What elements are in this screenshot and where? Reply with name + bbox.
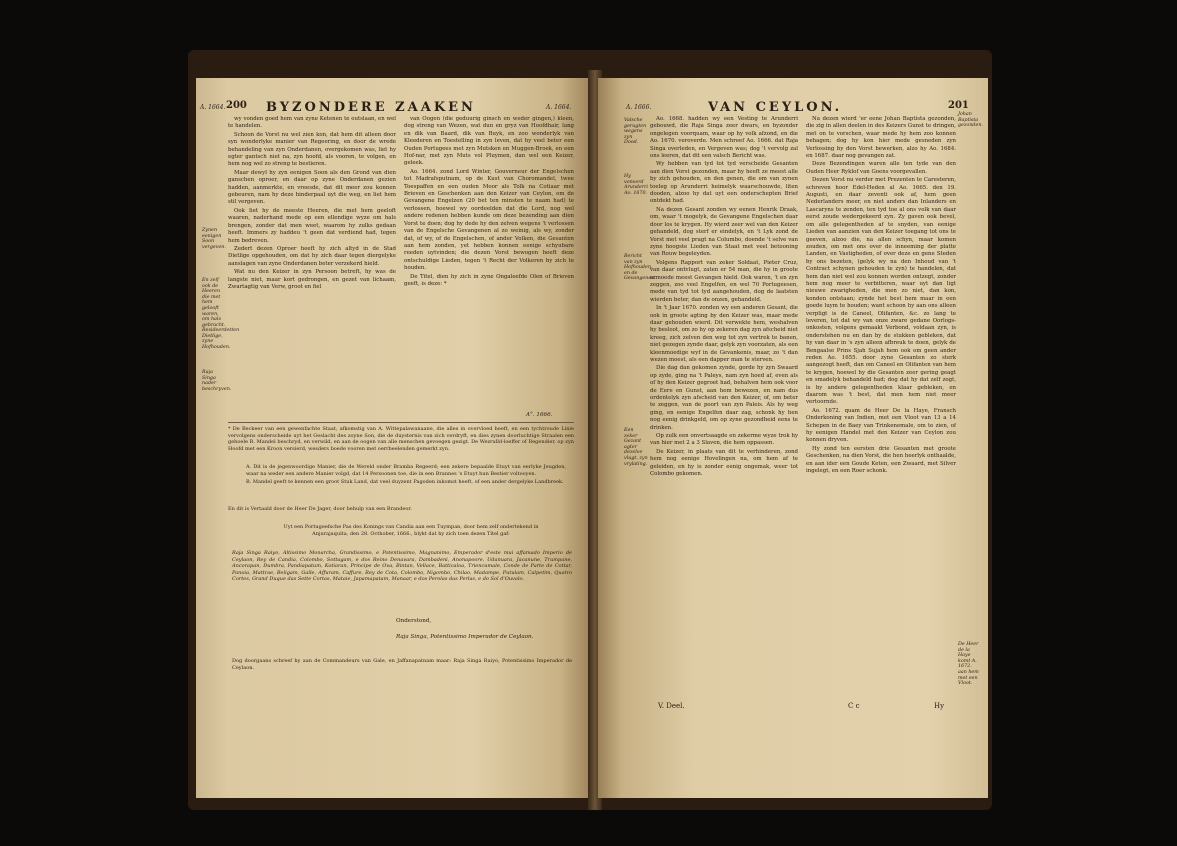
margin-note: Resideerdetten Dietlige, zyne Hofhouden.: [202, 328, 240, 350]
paragraph: Wy hebben van tyd tot tyd verscheide Gesanten aan dien Vorst gezonden, maar hy heeft ze meest alle by zich gehouden, en den genen, die om van zynen toeleg op Arunderri heimelyk waarschouwde, liten dooden, alzoo hy dat uyt een onderschepten Brief ontdekt had.: [650, 161, 798, 205]
left-signature-year: A°. 1666.: [526, 412, 553, 418]
letter-intro: Uyt een Portugeefsche Pas des Konings van Candia aan een Tuympan, door hem zelf ondertekend in Anjurajaquita, den 28. Octhober, 1666., blykt dat hy zich toen dezen Titel gaf:: [283, 524, 539, 537]
margin-note: Johan Baptista gezonden.: [958, 112, 983, 129]
left-page: [196, 78, 592, 798]
right-column-1: [650, 116, 798, 698]
margin-note: Bericht van zyn Hofhouden, en de Gevangenen.: [624, 254, 656, 282]
paragraph: Dezen Vorst nu verder met Prezenten te Caresteren, schreven hoor Edel-Heden al Ao. 1665. den 19. Augusti, en daar zeventi ook af, hem geen Nederlanders meer, en niet anders dan Inlanders en Lascaryns te zenden, ten tyd toe al ons volk van daar eerst zoude wedergekeerd zyn. Zy gaven ook bevel, om alle gelegentheden af te snyden, van eenige Lieden van aanzien van den Keizer toegang tot ons te geeven, alzoo die, na allen schyn, maar komen zouden, om met ons over de inneeming der platte Landen, en Vastigheden, of over deze en gene Steden by ons bezeten, (gelyk wy na den Inhoud van 't Contract schynen gehouden te zyn) te handelen, dat hem dan niet wel zou konnen worden ontzegt, zonder hem nog meer te verbitteren, waar uyt dan ligt nieuwe zwarigheden, die men zo niet, dan kon, konden ontstaan; zynde het best hem maar in een goede luym te houden; want schoon hy aan ons alleen verpligt is de Caneel, Olifanten, &c. zo lang te leveren, tot dat wy van onze zware gedane Oorlogs-onkosten, volgens gemaakt Verbond, voldaan zyn, is onderstehen nu en dan by de stukken gebleken, dat hy van daar in 's zyn alleen afbreuk te doen, gelyk de Bengaalse Prins Sjah Sujah hem ook om geen ander reden Ao. 1655. door zyne Gesanten zo sterk aangezogt heeft, dan om Caneel en Olifanten van hem te krygen, hoewel hy die Gesanten zeer gering geagt en smadelyk behandeld had; dog dat hy dat zelf zogt, is by andere gelegentheden klaar gebleken, en daarom was 't best, dat men hem niet meer vertoornde.: [806, 177, 956, 406]
margin-note: Zynen eenigen Soon vergeven.: [202, 228, 226, 250]
latin-title: Raja Singa Raiyo, Altissimo Monarcha, Grandissimo, e Potentissimo, Magnanimo, Emperador d'este mui affamado Imperio de Ceylaon, Rey de Candia, Colombo, Sottagam, e dos Reino Denavara, Dambadeni, Anonapoore, Udanuara, Jacanune, Trumpane, Ancorapan, Dumbra, Pandiapatum, Kotiaran, Principe de Ova, Bintan, Vellace, Batticaloa, Triencumale, Conde de Parte de Cottar, Panoia, Mattrae, Beligam, Galle, Affuram, Caffure, Rey de Cota, Colombo, Nigombo, Chilao, Madampe, Putulam, Calpetim, Quatro Cortes, Grand Duque das Sette Cortas, Mataie, Japamapatam, Manaar, e dos Perolas das Perlas, e do Sol d'Ouvalo.: [232, 550, 572, 583]
paragraph: Ao. 1664. zond Lord Winter, Gouverneur der Engelschen tot Madrafsputnam, op de Kust van Choromandel, twee Toespaffen en een ouden Moor als Tolk na Cotiaar met Brieven en Geschenken aan den Keizer van Ceylon, om de Gevangene Engelzen (20 bet ten minsten te naam had) te verlossen, hoewel wy oordeelden dat die Lord, nog wel andere redenen hebben kunde om deze bezending aan dien Vorst te doen; dog hy dede hy den zelven wegens 't verlossen van de Engelsche Gevangenen al zo weinig, als wy, zonder dat, of wy, of de Engelschen, of ander Volken, die Gesanten aan hem zonden, yet hebben konnen eenige schyubare reeden uytvinden; die dezen Vorst bewogen heeft deze ontschuldige Lieden, tegen 't Recht der Volkeren by zich te houden.: [404, 168, 574, 272]
left-margin-year-right: A. 1664.: [546, 104, 572, 111]
notes-ab: [246, 464, 566, 488]
paragraph: Na dezen Gesant zonden wy eenen Henrik Draak, om, waar 't mogelyk, de Gevangene Engelschen daar door los te krygen. Hy wierd zeer wel van den Keizer gehandeld, dog sterf er eindelyk, en 't Lyk zond de Vorst met veel pragt na Columbo, doende 't selve van zyne hoogste Lieden van Staat met veel betooning van Rouw begeleyden.: [650, 206, 798, 258]
transition-text: En dit is Vertaald door de Heer De Jager, door behulp van een Brandeor.: [228, 506, 412, 512]
paragraph: Ao. 1668. hadden wy een Vesting te Arunderri gebouwd, die Raja Singa zeer dwars, en byzonder ongelegen voorquam, waar op hy volk afzond, en die Ao. 1670. veroverde. Men schreef Ao. 1666. dat Raja Singa overleden, en Vergeven was; dog 't vervolg zal ons leeren, dat dit een valsch Bericht was.: [650, 116, 798, 160]
paragraph: De Titel, dien hy zich in zyne Ongaleefde Olen of Brieven geeft, is deze: *: [404, 273, 574, 287]
paragraph: De Keizer, in plaats van dit te verhinderen, zond hem nog eenige Hovelingen na, om hem af te geleiden, en hy is zonder eenig ongemak, weer tot Colombo gekomen.: [650, 448, 798, 478]
left-margin-year: A. 1664.: [200, 104, 226, 111]
paragraph: Zedert dezen Oproer heeft hy zich altyd in de Stad Dietlige opgehouden, om dat hy zich daar tegen diergelyke aanslagen van zyne Onderdanen beter verzekerd hield.: [228, 245, 396, 267]
note-b: B. Mandel geeft te kennen een groot Stuk Land, dat veel duyzent Pagoden inkomst heeft, of een ander dergelyke Landbreek.: [246, 479, 564, 486]
paragraph: Wat nu den Keizer in zyn Persoon betreft, hy was de langste niet, maar kort gedrongen, en gezet van lichaam, Zwartagtig van Verw, groot en fiel: [228, 269, 396, 290]
final-note: Dog doorgaans schreef hy aan de Commandeurs van Gale, en Jaffanapatnam maar: Raja Singa Raiyo, Potentissimo Imperador de Ceylaon.: [232, 658, 572, 671]
paragraph: Schoon de Vorst nu wel zien kon, dat hem dit alleen door syn wonderlyke manier van Regeering, en door de wrede behandeling van zyn Onderdanen, overgekomen was, liet hy egter gantsch niet na, zyn hoofd, als vooren, te volgen, en hem nog wel zo streng te bestieren.: [228, 131, 396, 168]
signature-deel: V. Deel.: [658, 702, 685, 710]
closing-name: Raja Singa, Potentissimo Imperador de Ceylaon.: [396, 634, 534, 640]
right-page: [598, 78, 988, 798]
left-page-number: 200: [226, 100, 247, 111]
right-margin-year: A. 1666.: [626, 104, 652, 111]
margin-note: Raja Singa nader beschryven.: [202, 370, 232, 392]
right-body-columns: [650, 116, 956, 698]
right-column-2: [806, 116, 956, 698]
right-running-head: VAN CEYLON.: [708, 100, 843, 115]
catchword: Hy: [934, 702, 945, 710]
note-a: A. Dit is de jegenwoordige Manier, die de Wereld onder Bramba Regeerd; een zekere bepaalde Etuyt van eerlyke Jeugden, waar na weder een andere Manier volgd, dat 14 Persoonen toe, die in een Brannes 's Etuyt hun Bestier voltooyen.: [246, 464, 566, 477]
margin-note: Hy vonverd Arunderri Ao. 1670.: [624, 174, 648, 196]
paragraph: van Oogen (die geduurig ginsch en weder gingen,) kleen, dog streng van Wezen, wat dun en gryz van Hoofdhair, lang en dik van Baard, dik van Buyk, en zoo wonderlyk van Kleederen en Toestelling in zyn leven, dat hy veel beter een Ouden Portugees met zyn Mutsken en Muggen-Broek, en een Hof-nar, met zyn Muts vol Pluymen, dan wel een Keizer, geleek.: [404, 116, 574, 167]
right-page-number: 201: [948, 100, 969, 111]
signature-mark: C c: [848, 702, 860, 710]
left-column-1: [228, 116, 396, 408]
paragraph: Na dezen wierd 'er eene Johan Baptista gezonden, die zig in allen deelen in des Keizers Gunst te dringen, met on te vorschen, waar mede hy hem zoo konnen behagen; dog hy kon hier mede gesneden zyn Verlossing by den Vorst bewerken, alzo hy Ao. 1684. en 1687. daar nog gevangen zat.: [806, 116, 956, 160]
paragraph: Ao. 1672. quam de Heer De la Haye, Fransch Onderkoning van Indien, met een Vloot van 13 a 14 Schepen in de Baey van Trinkenemale, om te zien, of hy eenigen Handel met den Keizer van Ceylon zou konnen dryven.: [806, 407, 956, 444]
paragraph: Volgens Rapport van zeker Soldaat, Pieter Cruz, van daar ontvlugt, zaten er 54 man, die hy in groote armoede meest Gevangen hield. Ook waren, 't en zyn zeggen, zoo veel Engelfen, en wel 70 Portugeesen, mede van tyd tot tyd aangehouden, dog de laatsten wierden beter, dan de onzen, gehandeld.: [650, 259, 798, 303]
paragraph: Die dag dan gekomen zynde, gorde hy zyn Swaard op zyde, ging na 't Paleys, nam zyn hoed af, even als of hy den Keizer gegroet had, behalven hem ook voor de Eere en Gunst, aan hem bewezen, en nam dus ordentelyk zyn afscheid van den Keizer, of, om beter te zeggen, van de poort van zyn Paleis. Als hy weg ging, en eenige Engelfen daar zag, schonk hy hen nog eenig drinkgeld, om op zyne gezondheid eens te drinken.: [650, 365, 798, 431]
paragraph: Hy zond ten eersten drie Gesanten met groote Geschenken, na dien Vorst, die hen heerlyk onthaalde, en aan ider een Goude Keten, een Zwaard, met Silver ingelegt, en een Roer schonk.: [806, 445, 956, 475]
margin-note: De Heer de la Haye komt A. 1672. aan hem met een Vloot.: [958, 642, 979, 687]
margin-note: Een zeker Gezant agter dezelve vlugt, zyn vrylating.: [624, 428, 648, 467]
paragraph: wy vonden goed hem van zyne Ketenen te outslaan, en wel te handelen.: [228, 116, 396, 130]
left-body-columns: [228, 116, 574, 408]
left-running-head: BYZONDERE ZAAKEN: [266, 100, 476, 115]
paragraph: In 't Jaar 1670. zonden wy een anderen Gesant, die ook in groote agting by den Keizer was, maar mede daar gehouden wierd. Dit verwekte hem, weshalven hy besloot, om zo hy op zekeren dag zyn afscheid niet kreeg, zich zelven den weg tot zyn vertrek te banen, niet gezegen zynde daar, gelyk zyn voorzaten, als een kleenmoedige wyf in de Gevankenis, maar, zo 't dan wezen moest, als een dapper man te sterven.: [650, 305, 798, 363]
paragraph: Ook liet hy de meeste Heeren, die met hem geeloft waaren, naderhand mede op een ellendige wyze om hals brengen, zonder dat men weet, waarom hy zulks gedaan heeft. Immers zy haddeu 't geen dat verdiend had, tegen hem bedreven.: [228, 207, 396, 244]
closing-label: Onderstond,: [396, 618, 432, 624]
paragraph: Deze Bezendingen waren alle ten tyde van den Ouden Heer Ryklof van Goens voorgevallen.: [806, 161, 956, 175]
left-column-2: [404, 116, 574, 408]
margin-note: En zelf ook de Heeren die met hem gelooft waren, om hals gebracht.: [202, 278, 226, 328]
paragraph: Maar dewyl hy zyn eenigen Soon als den Grond van dien ganschen oproer, en daar op zyne Onderdanen gezien hadden, aanmerkte, en vreesde, dat dit meer zou konnen gebeuren, nam hy deze hinderpaal uyt die weg, en liet hem stil vergeven.: [228, 169, 396, 206]
footnote-paragraph: * De Beckeer van een gewenfachte Staat, afkomstig van A. Wittepalawanaane, die alles in overvloed heeft, en een tychtroude Linie vervolgens onderscheide uyt het Geslacht des zoyne Son, die de duysternis van zich verdryft, en dies zynen doorluchtige Straalen een gehoele R. Mandel beschryd, en verwild, en aan de oogen van alle menschen gevoegen gezigt. De Wezrulld-loeffer of Regendier, op zyn Hoofd met een Kroon versierd, wesders boede vooren met oerrbeelenden gemerkt zyn.: [228, 426, 574, 452]
footnote-rule: [228, 422, 574, 423]
margin-note: Valsche gerugten wegens zyn Dood.: [624, 118, 647, 146]
paragraph: Op zulk een onvertsaagde en zekerme wyze trok hy van hier met 2 a 3 Slaven, die hem oppassen.: [650, 433, 798, 447]
footnote-block: [228, 426, 574, 454]
